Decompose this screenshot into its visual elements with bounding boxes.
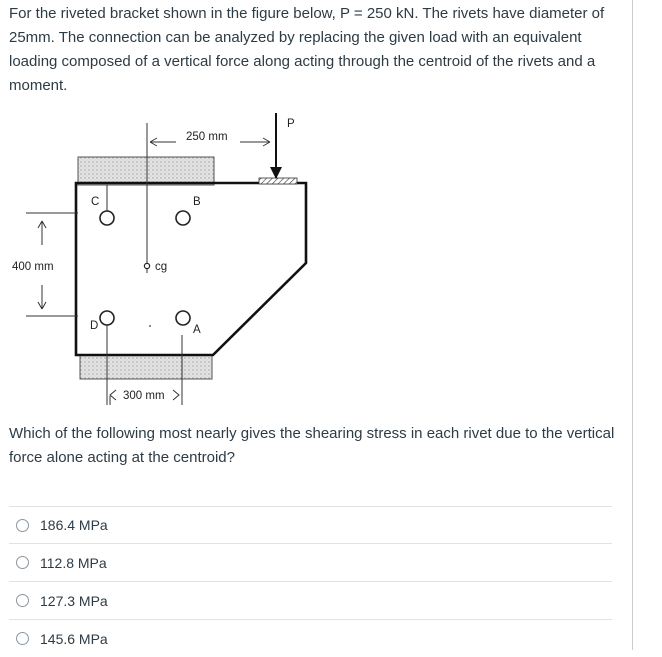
radio-button[interactable]	[16, 632, 29, 645]
radio-button[interactable]	[16, 556, 29, 569]
answer-label: 186.4 MPa	[40, 517, 108, 533]
rivet-b	[176, 211, 190, 225]
question-intro: For the riveted bracket shown in the figure below, P = 250 kN. The rivets have diameter of 25mm. The connection can be analyzed by replacing the given load with an equivalent loading composed of a vertical force along acting through the centroid of the rivets and a moment.	[9, 5, 605, 94]
dim-bottom-label: 300 mm	[123, 390, 165, 402]
answer-option-3[interactable]	[9, 581, 612, 619]
rivet-a-label: A	[193, 324, 201, 336]
radio-button[interactable]	[16, 594, 29, 607]
centroid-label: cg	[155, 261, 168, 273]
answer-label: 145.6 MPa	[40, 630, 108, 647]
radio-button[interactable]	[16, 519, 29, 532]
rivet-d-label: D	[90, 320, 99, 332]
answer-list	[9, 506, 612, 657]
load-bearing-plate	[259, 178, 297, 184]
centroid-marker	[144, 263, 149, 268]
answer-label: 112.8 MPa	[40, 554, 107, 571]
bottom-flange	[80, 355, 212, 379]
top-flange	[78, 157, 214, 185]
right-border	[632, 0, 633, 650]
answer-option-2[interactable]	[9, 543, 612, 581]
answer-label: 127.3 MPa	[40, 592, 108, 609]
rivet-b-label: B	[193, 196, 201, 208]
rivet-a	[176, 311, 190, 325]
dim-top-label: 250 mm	[186, 131, 228, 143]
load-label: P	[287, 118, 295, 130]
riveted-bracket-figure	[0, 105, 320, 405]
answer-option-1[interactable]	[9, 506, 612, 543]
rivet-c-label: C	[91, 196, 100, 208]
question-prompt: Which of the following most nearly gives the shearing stress in each rivet due to the vertical force alone acting at the centroid?	[9, 425, 615, 466]
rivet-c	[100, 211, 114, 225]
answer-option-4[interactable]	[9, 619, 612, 657]
rivet-d	[100, 311, 114, 325]
bracket-plate	[76, 183, 306, 355]
dim-left-label: 400 mm	[12, 261, 54, 273]
